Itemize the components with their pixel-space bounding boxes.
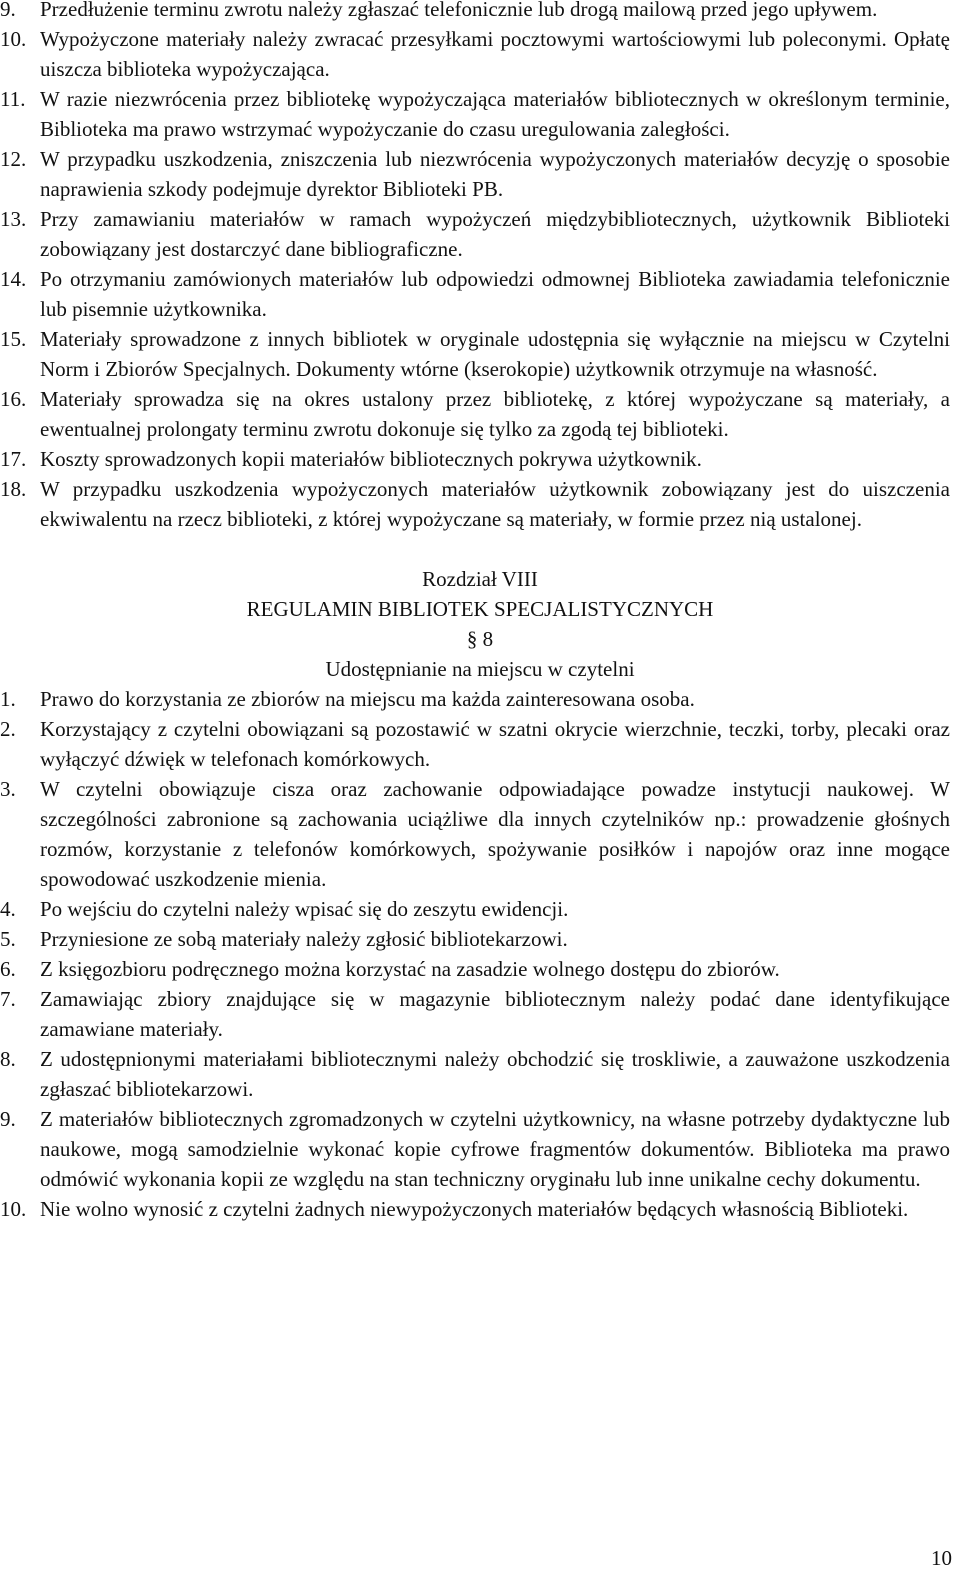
list-item (0, 0, 960, 24)
list-item (0, 444, 960, 474)
item-number: 14. (0, 267, 27, 291)
item-text: Materiały sprowadzone z innych bibliotek w oryginale udostępnia się wyłącznie na miejscu w Czytelni Norm i Zbiorów Specjalnych. Dokumenty wtórne (kserokopie) użytkownik otrzymuje na własność. (40, 327, 950, 381)
item-text: W czytelni obowiązuje cisza oraz zachowanie odpowiadające powadze instytucji naukowej. W szczególności zabronione są zachowania uciążliwe dla innych czytelników np.: prowadzenie głośnych rozmów, korzystanie z telefonów komórkowych, spożywanie posiłków i napojów oraz inne mogące spowodować uszkodzenie mienia. (40, 777, 950, 891)
item-text: Przy zamawianiu materiałów w ramach wypożyczeń międzybibliotecznych, użytkownik Biblioteki zobowiązany jest dostarczyć dane bibliograficzne. (40, 207, 950, 261)
item-number: 1. (0, 687, 16, 711)
item-number: 5. (0, 927, 16, 951)
list-item (0, 774, 960, 894)
item-text: Z udostępnionymi materiałami bibliotecznymi należy obchodzić się troskliwie, a zauważone uszkodzenia zgłaszać bibliotekarzowi. (40, 1047, 950, 1101)
item-text: W razie niezwrócenia przez bibliotekę wypożyczająca materiałów bibliotecznych w określonym terminie, Biblioteka ma prawo wstrzymać wypożyczanie do czasu uregulowania zaległości. (40, 87, 950, 141)
item-number: 16. (0, 387, 27, 411)
item-text: W przypadku uszkodzenia wypożyczonych materiałów użytkownik zobowiązany jest do uiszczenia ekwiwalentu na rzecz biblioteki, z której wypożyczane są materiały, w formie przez nią ustalonej. (40, 477, 950, 531)
list-item (0, 204, 960, 264)
paragraph-sign: § 8 (466, 627, 494, 651)
item-number: 3. (0, 777, 16, 801)
list-item (0, 1104, 960, 1194)
list-item (0, 924, 960, 954)
item-number: 10. (0, 27, 27, 51)
item-text: Po wejściu do czytelni należy wpisać się do zeszytu ewidencji. (40, 897, 569, 921)
item-number: 6. (0, 957, 16, 981)
list-item (0, 1044, 960, 1104)
item-text: Wypożyczone materiały należy zwracać przesyłkami pocztowymi wartościowymi lub poleconymi. Opłatę uiszcza biblioteka wypożyczająca. (40, 27, 950, 81)
item-text: Prawo do korzystania ze zbiorów na miejscu ma każda zainteresowana osoba. (40, 687, 695, 711)
item-number: 2. (0, 717, 16, 741)
list-item (0, 684, 960, 714)
chapter-heading (0, 564, 960, 684)
item-text: Przyniesione ze sobą materiały należy zgłosić bibliotekarzowi. (40, 927, 568, 951)
item-text: Przedłużenie terminu zwrotu należy zgłaszać telefonicznie lub drogą mailową przed jego upływem. (40, 0, 878, 21)
item-number: 11. (0, 87, 26, 111)
item-text: Koszty sprowadzonych kopii materiałów bibliotecznych pokrywa użytkownik. (40, 447, 702, 471)
item-number: 8. (0, 1047, 16, 1071)
list-item (0, 24, 960, 84)
list-item (0, 474, 960, 534)
list-item (0, 714, 960, 774)
list-item (0, 144, 960, 204)
item-text: Nie wolno wynosić z czytelni żadnych niewypożyczonych materiałów będących własnością Biblioteki. (40, 1197, 909, 1221)
list-item (0, 324, 960, 384)
list-item (0, 984, 960, 1044)
list-item (0, 894, 960, 924)
item-text: Zamawiając zbiory znajdujące się w magazynie bibliotecznym należy podać dane identyfikujące zamawiane materiały. (40, 987, 950, 1041)
item-number: 17. (0, 447, 27, 471)
list-item (0, 954, 960, 984)
item-number: 18. (0, 477, 27, 501)
item-text: W przypadku uszkodzenia, zniszczenia lub niezwrócenia wypożyczonych materiałów decyzję o sposobie naprawienia szkody podejmuje dyrektor Biblioteki PB. (40, 147, 950, 201)
item-number: 9. (0, 1107, 16, 1131)
item-number: 12. (0, 147, 27, 171)
item-number: 4. (0, 897, 16, 921)
item-text: Korzystający z czytelni obowiązani są pozostawić w szatni okrycie wierzchnie, teczki, torby, plecaki oraz wyłączyć dźwięk w telefonach komórkowych. (40, 717, 950, 771)
item-number: 10. (0, 1197, 27, 1221)
item-number: 7. (0, 987, 16, 1011)
list-item (0, 1194, 960, 1224)
item-number: 15. (0, 327, 27, 351)
page-number: 10 (931, 1546, 952, 1570)
item-number: 13. (0, 207, 27, 231)
section-heading: Udostępnianie na miejscu w czytelni (325, 657, 635, 681)
item-text: Z materiałów bibliotecznych zgromadzonych w czytelni użytkownicy, na własne potrzeby dydaktyczne lub naukowe, mogą samodzielnie wykonać kopie cyfrowe fragmentów dokumentów. Biblioteka ma prawo odmówić wykonania kopii ze względu na stan techniczny oryginału lub inne unikalne cechy dokumentu. (40, 1107, 950, 1191)
rules-list-reading-room (0, 684, 960, 1224)
rules-list-interlibrary (0, 0, 960, 534)
chapter-subtitle: REGULAMIN BIBLIOTEK SPECJALISTYCZNYCH (246, 597, 714, 621)
chapter-title: Rozdział VIII (422, 567, 538, 591)
list-item (0, 84, 960, 144)
list-item (0, 384, 960, 444)
item-text: Po otrzymaniu zamówionych materiałów lub odpowiedzi odmownej Biblioteka zawiadamia telefonicznie lub pisemnie użytkownika. (40, 267, 950, 321)
item-number: 9. (0, 0, 16, 21)
item-text: Z księgozbioru podręcznego można korzystać na zasadzie wolnego dostępu do zbiorów. (40, 957, 780, 981)
item-text: Materiały sprowadza się na okres ustalony przez bibliotekę, z której wypożyczane są materiały, a ewentualnej prolongaty terminu zwrotu dokonuje się tylko za zgodą tej biblioteki. (40, 387, 950, 441)
list-item (0, 264, 960, 324)
